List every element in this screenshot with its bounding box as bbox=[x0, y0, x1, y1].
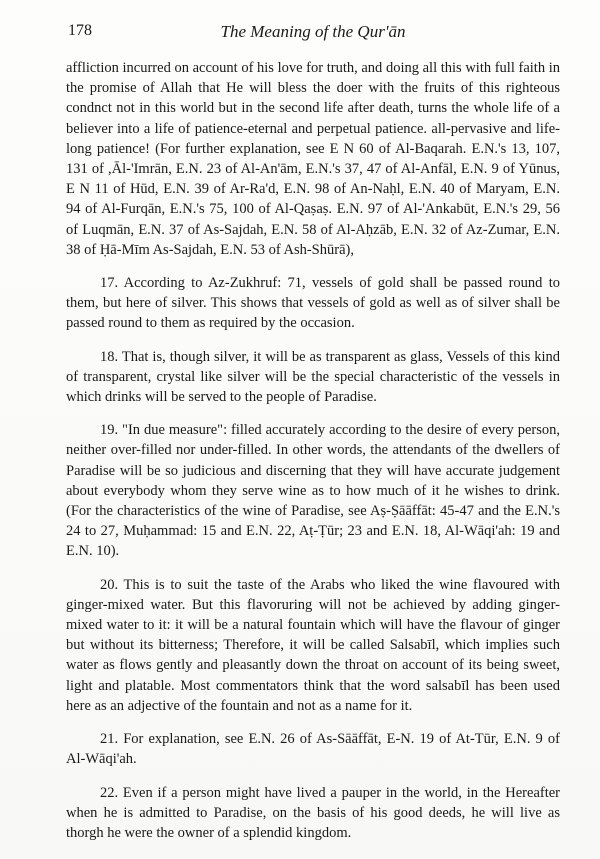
page-number: 178 bbox=[68, 22, 92, 39]
note-19: 19. "In due measure": filled accurately according to the desire of every person, neither over-filled nor under-filled. In other words, the attendants of the dwellers of Paradise will be so judicious and discerning that they will have accurate judgement about everybody whom they serve wine as to how much of it he wishes to drink. (For the characteristics of the wine of Paradise, see Aṣ-Ṣāāffāt: 45-47 and the E.N.'s 24 to 27, Muḥammad: 15 and E.N. 22, Aṭ-Ṭūr; 23 and E.N. 18, Al-Wāqi'ah: 19 and E.N. 10). bbox=[66, 422, 560, 560]
page-header bbox=[66, 22, 560, 48]
note-paragraph-continued: affliction incurred on account of his love for truth, and doing all this with full faith in the promise of Allah that He will bless the doer with the fruits of this righteous condnct not in this world but in the second life after death, turns the whole life of a believer into a life of patience-eternal and perpetual patience. all-pervasive and life-long patience! (For further explanation, see E N 60 of Al-Baqarah. E.N.'s 13, 107, 131 of ,Āl-'Imrān, E.N. 23 of Al-An'ām, E.N.'s 37, 47 of Al-Anfāl, E.N. 9 of Yūnus, E N 11 of Hūd, E.N. 39 of Ar-Ra'd, E.N. 98 of An-Naḥl, E.N. 40 of Maryam, E.N. 94 of Al-Furqān, E.N.'s 75, 100 of Al-Qaṣaṣ. E.N. 97 of Al-'Ankabūt, E.N.'s 29, 56 of Luqmān, E.N. 37 of As-Sajdah, E.N. 58 of Al-Aḥzāb, E.N. 32 of Az-Zumar, E.N. 38 of Ḥā-Mīm As-Sajdah, E.N. 53 of Ash-Shūrā), bbox=[66, 60, 560, 258]
note-18: 18. That is, though silver, it will be as transparent as glass, Vessels of this kind of transparent, crystal like silver will be the special characteristic of the vessels in which drinks will be served to the people of Paradise. bbox=[66, 348, 560, 406]
note-20: 20. This is to suit the taste of the Arabs who liked the wine flavoured with ginger-mixed water. But this flavoruring will not be achieved by adding ginger-mixed water to it: it will be a natural fountain which will have the flavour of ginger but without its bitterness; Therefore, it will be called Salsabīl, which implies such water as flows gently and pleasantly down the throat on account of its being sweet, light and platable. Most commentators think that the word salsabīl has been used here as an adjective of the fountain and not as a name for it. bbox=[66, 576, 560, 714]
note-17: 17. According to Az-Zukhruf: 71, vessels of gold shall be passed round to them, but here of silver. This shows that vessels of gold as well as of silver shall be passed round to them as required by the occasion. bbox=[66, 275, 560, 332]
note-22: 22. Even if a person might have lived a pauper in the world, in the Hereafter when he is admitted to Paradise, on the basis of his good deeds, he will live as thorgh he were the owner of a splendid kingdom. bbox=[66, 784, 560, 841]
note-21: 21. For explanation, see E.N. 26 of As-Sāāffāt, E-N. 19 of At-Tūr, E.N. 9 of Al-Wāqi'ah. bbox=[66, 731, 560, 768]
running-title: The Meaning of the Qur'ān bbox=[220, 22, 406, 41]
